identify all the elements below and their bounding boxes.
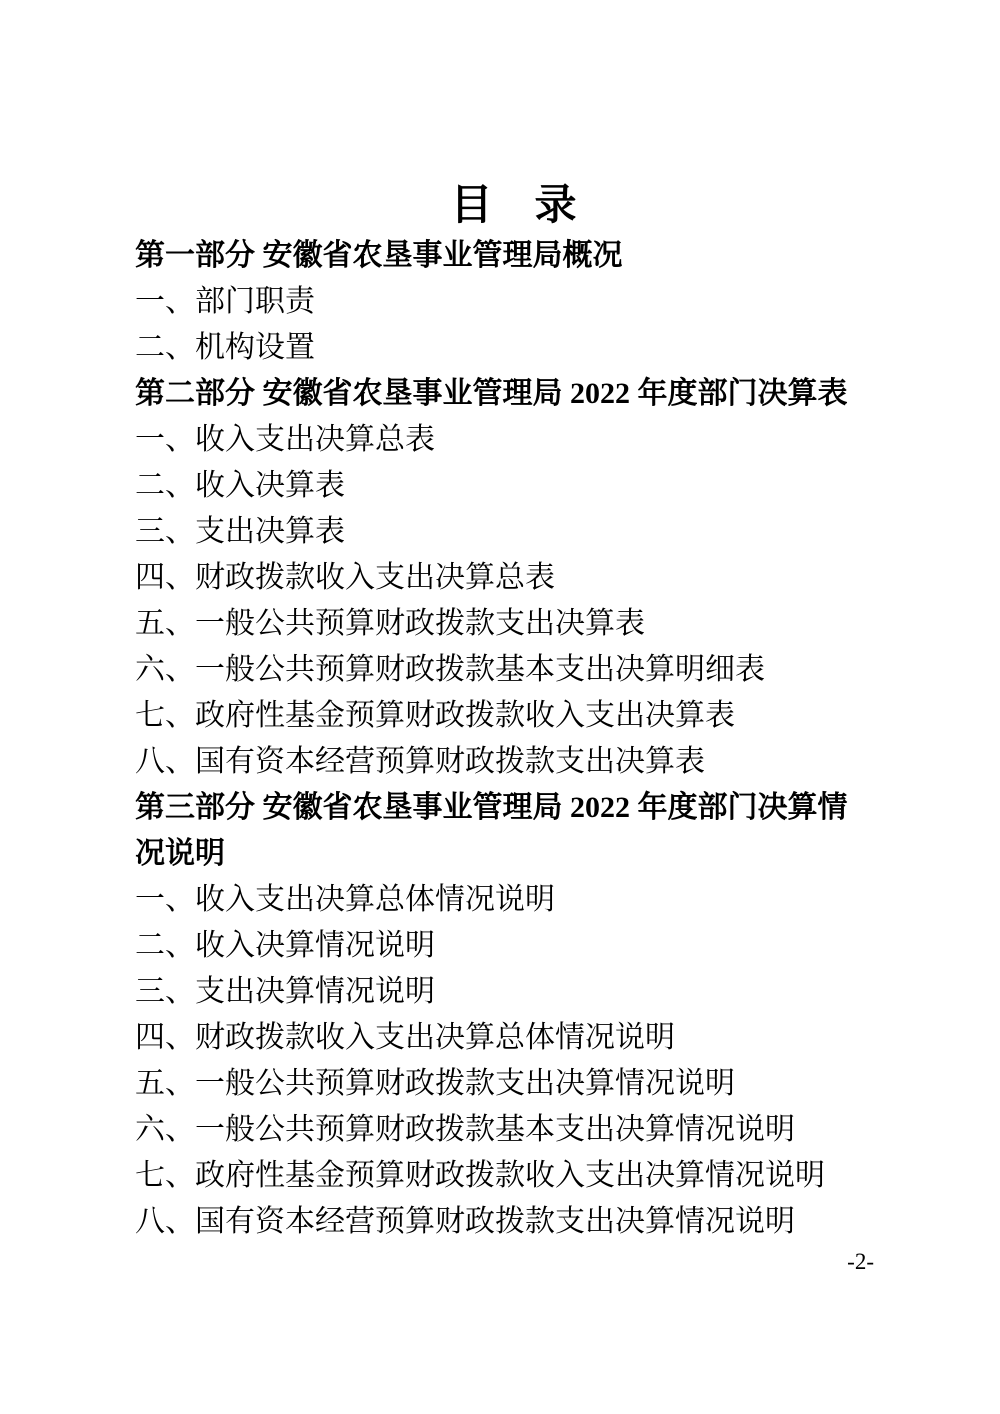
- toc-item: 六、一般公共预算财政拨款基本支出决算明细表: [135, 653, 765, 686]
- section-3-heading: 第三部分 安徽省农垦事业管理局 2022 年度部门决算情况说明: [135, 791, 848, 870]
- toc-item: 一、收入支出决算总体情况说明: [135, 883, 555, 916]
- toc-item: 五、一般公共预算财政拨款支出决算情况说明: [135, 1067, 735, 1100]
- toc-item: 二、机构设置: [135, 331, 315, 364]
- page-number: -2-: [847, 1249, 874, 1274]
- toc-item: 二、收入决算情况说明: [135, 929, 435, 962]
- toc-item: 一、收入支出决算总表: [135, 423, 435, 456]
- toc-item: 七、政府性基金预算财政拨款收入支出决算情况说明: [135, 1159, 825, 1192]
- section-2-heading: 第二部分 安徽省农垦事业管理局 2022 年度部门决算表: [135, 377, 848, 410]
- toc-item: 七、政府性基金预算财政拨款收入支出决算表: [135, 699, 735, 732]
- section-1-heading: 第一部分 安徽省农垦事业管理局概况: [135, 239, 623, 272]
- toc-item: 四、财政拨款收入支出决算总体情况说明: [135, 1021, 675, 1054]
- toc-item: 一、部门职责: [135, 285, 315, 318]
- toc-item: 六、一般公共预算财政拨款基本支出决算情况说明: [135, 1113, 795, 1146]
- toc-item: 八、国有资本经营预算财政拨款支出决算表: [135, 745, 705, 778]
- toc-item: 八、国有资本经营预算财政拨款支出决算情况说明: [135, 1205, 795, 1238]
- toc-item: 三、支出决算情况说明: [135, 975, 435, 1008]
- toc-item: 三、支出决算表: [135, 515, 345, 548]
- toc-item: 四、财政拨款收入支出决算总表: [135, 561, 555, 594]
- toc-item: 二、收入决算表: [135, 469, 345, 502]
- table-of-contents: [135, 180, 892, 1245]
- page-title: 目 录: [450, 183, 577, 229]
- toc-item: 五、一般公共预算财政拨款支出决算表: [135, 607, 645, 640]
